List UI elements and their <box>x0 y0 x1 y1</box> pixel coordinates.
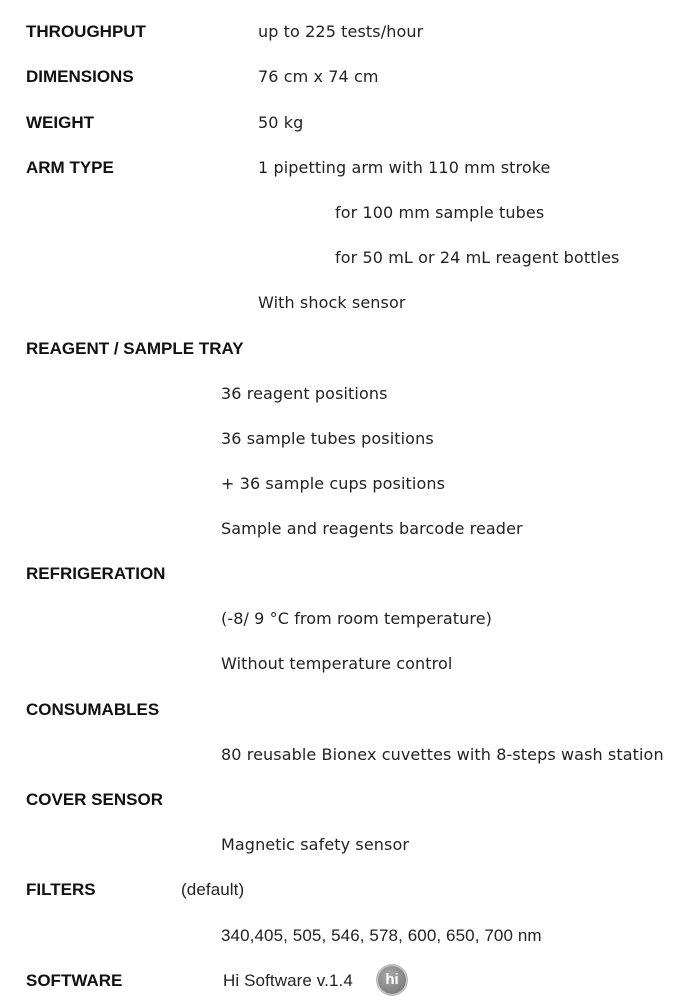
reagent-sample-tray-line: 36 sample tubes positions <box>221 429 434 448</box>
reagent-sample-tray-line: + 36 sample cups positions <box>221 474 446 493</box>
consumables-line: 80 reusable Bionex cuvettes with 8-steps wash station <box>221 745 664 764</box>
consumables-label: CONSUMABLES <box>26 700 160 719</box>
software-label: SOFTWARE <box>26 971 123 990</box>
reagent-sample-tray-line: 36 reagent positions <box>221 384 388 403</box>
refrigeration-line: (-8/ 9 °C from room temperature) <box>221 609 493 628</box>
software-value: Hi Software v.1.4 <box>223 971 353 990</box>
throughput-label: THROUGHPUT <box>26 22 146 41</box>
reagent-sample-tray-line: Sample and reagents barcode reader <box>221 519 523 538</box>
arm-type-line: for 100 mm sample tubes <box>335 203 545 222</box>
filters-line: 340,405, 505, 546, 578, 600, 650, 700 nm <box>221 926 542 945</box>
throughput-value: up to 225 tests/hour <box>258 22 424 41</box>
logo-text: hi <box>385 971 399 988</box>
filters-note: (default) <box>181 880 245 899</box>
hi-software-logo-icon <box>378 966 406 994</box>
dimensions-value: 76 cm x 74 cm <box>258 67 379 86</box>
arm-type-line: With shock sensor <box>258 293 406 312</box>
filters-label: FILTERS <box>26 880 96 899</box>
reagent-sample-tray-label: REAGENT / SAMPLE TRAY <box>26 339 244 358</box>
refrigeration-line: Without temperature control <box>221 654 453 673</box>
dimensions-label: DIMENSIONS <box>26 67 134 86</box>
refrigeration-label: REFRIGERATION <box>26 564 166 583</box>
arm-type-line: 1 pipetting arm with 110 mm stroke <box>258 158 551 177</box>
arm-type-line: for 50 mL or 24 mL reagent bottles <box>335 248 620 267</box>
cover-sensor-label: COVER SENSOR <box>26 790 163 809</box>
weight-label: WEIGHT <box>26 113 94 132</box>
cover-sensor-line: Magnetic safety sensor <box>221 835 410 854</box>
weight-value: 50 kg <box>258 113 304 132</box>
arm-type-label: ARM TYPE <box>26 158 114 177</box>
